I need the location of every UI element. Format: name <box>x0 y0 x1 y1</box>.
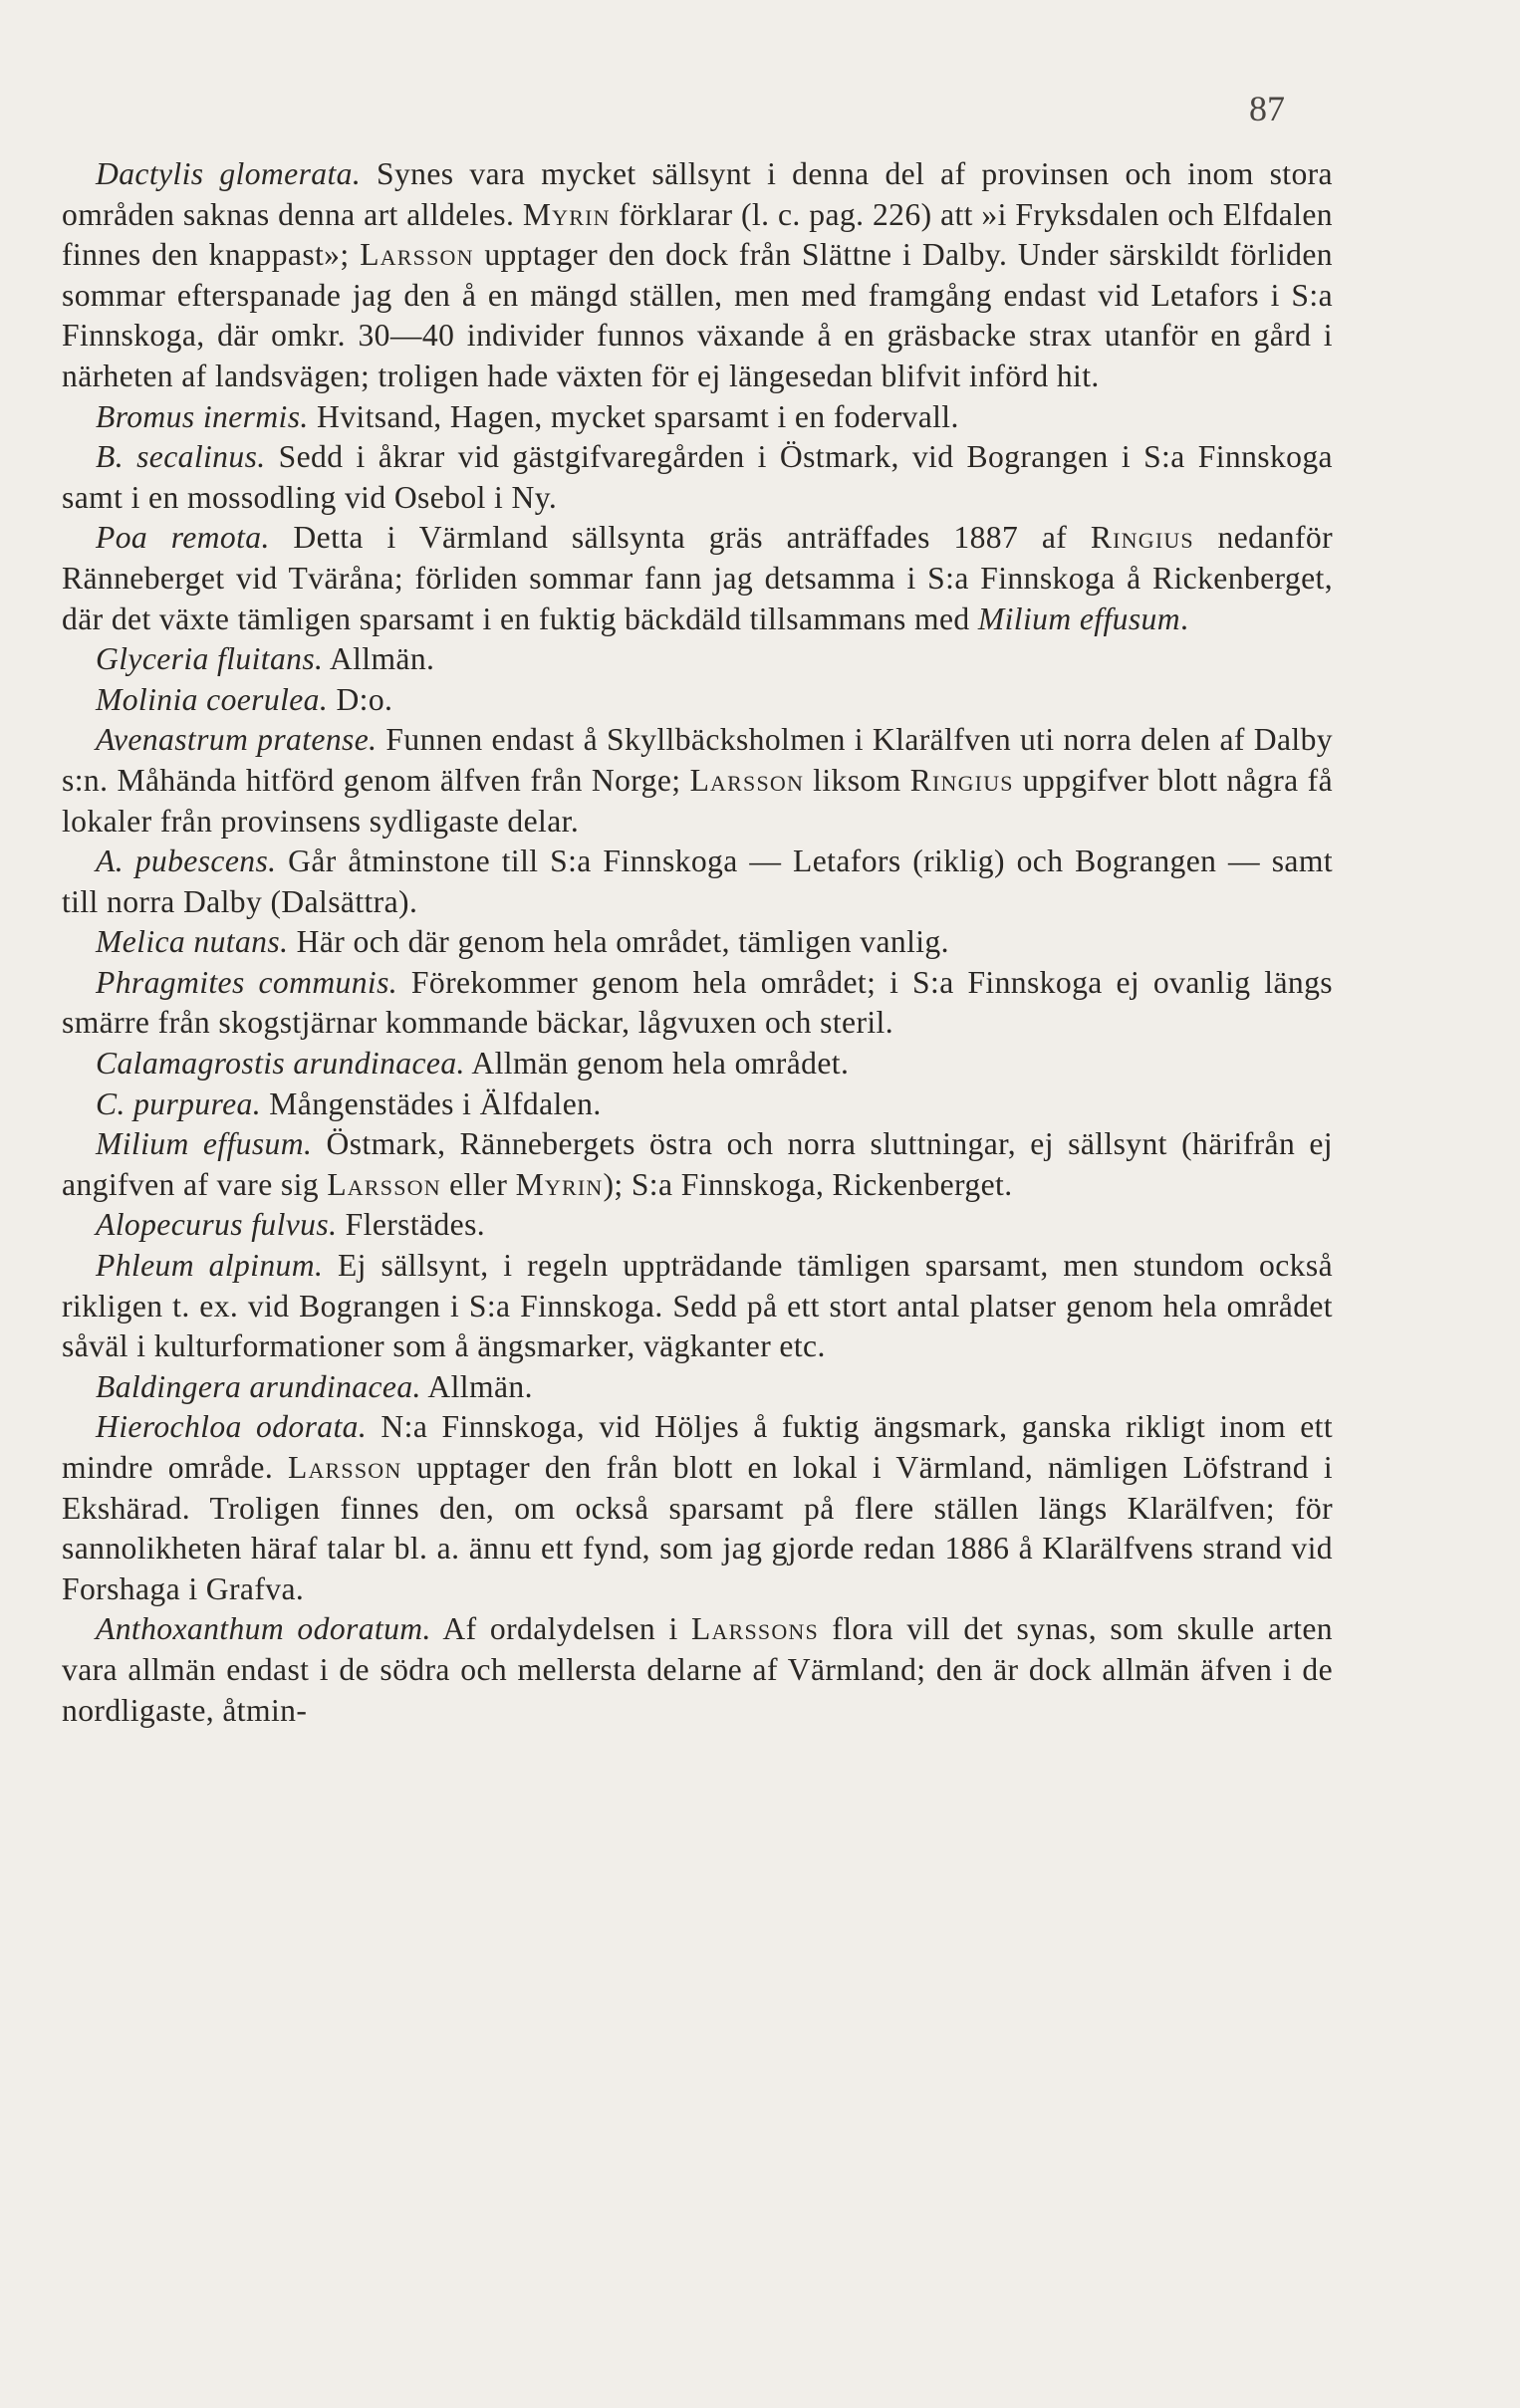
entry-glyceria: Glyceria fluitans. Allmän. <box>96 641 435 677</box>
species-name: Calamagrostis arundinacea. <box>96 1046 465 1082</box>
species-name: C. purpurea. <box>96 1085 261 1121</box>
species-name: Avenastrum pratense. <box>96 722 378 758</box>
species-name: Milium effusum. <box>96 1126 313 1162</box>
entry-anthoxanthum: Anthoxanthum odoratum. Af ordalydelsen i Larssons flora vill det synas, som skulle arten vara allmän endast i de södra och mellersta delarne af Värmland; den är dock allmän äfven i de nordligaste, åtmin- <box>62 1611 1333 1728</box>
text-body <box>62 154 1333 1731</box>
entry-calamagrostis-purpurea: C. purpurea. Mångenstädes i Älfdalen. <box>96 1085 602 1121</box>
species-name: Poa remota. <box>96 520 270 556</box>
species-name: Molinia coerulea. <box>96 681 329 717</box>
entry-avenastrum-pubescens: A. pubescens. Går åtminstone till S:a Finnskoga — Letafors (riklig) och Bograngen — samt till norra Dalby (Dalsättra). <box>62 843 1333 919</box>
species-name: Dactylis glomerata. <box>96 156 362 191</box>
author-name: Larssons <box>691 1611 819 1647</box>
entry-melica: Melica nutans. Här och där genom hela området, tämligen vanlig. <box>96 924 949 960</box>
page-number: 87 <box>1249 89 1285 128</box>
author-name: Ringius <box>1090 520 1194 556</box>
entry-calamagrostis-arundinacea: Calamagrostis arundinacea. Allmän genom hela området. <box>96 1046 850 1082</box>
species-name: Glyceria fluitans. <box>96 641 324 677</box>
entry-milium: Milium effusum. Östmark, Rännebergets östra och norra sluttningar, ej sällsynt (härifrån ej angifven af vare sig Larsson eller Myrin); S:a Finnskoga, Rickenberget. <box>62 1126 1333 1202</box>
entry-avenastrum-pratense: Avenastrum pratense. Funnen endast å Skyllbäcksholmen i Klarälfven uti norra delen af Dalby s:n. Måhända hitförd genom älfven från Norge; Larsson liksom Ringius uppgifver blott några få lokaler från provinsens sydligaste delar. <box>62 722 1333 839</box>
species-name: Phragmites communis. <box>96 964 398 1000</box>
author-name: Myrin <box>515 1166 604 1202</box>
entry-phleum: Phleum alpinum. Ej sällsynt, i regeln uppträdande tämligen sparsamt, men stundom också rikligen t. ex. vid Bograngen i S:a Finnskoga. Sedd på ett stort antal platser genom hela området såväl i kulturformationer som å ängsmarker, vägkanter etc. <box>62 1248 1333 1364</box>
author-name: Larsson <box>327 1166 441 1202</box>
entry-poa-remota: Poa remota. Detta i Värmland sällsynta gräs anträffades 1887 af Ringius nedanför Ränneberget vid Tväråna; förliden sommar fann jag detsamma i S:a Finnskoga å Rickenberget, där det växte tämligen sparsamt i en fuktig bäckdäld tillsammans med Milium effusum. <box>62 520 1333 636</box>
entry-bromus-secalinus: B. secalinus. Sedd i åkrar vid gästgifvaregården i Östmark, vid Bograngen i S:a Finnskoga samt i en mossodling vid Osebol i Ny. <box>62 439 1333 515</box>
entry-dactylis: Dactylis glomerata. Synes vara mycket sällsynt i denna del af provinsen och inom stora områden saknas denna art alldeles. Myrin förklarar (l. c. pag. 226) att »i Fryksdalen och Elfdalen finnes den knappast»; Larsson upptager den dock från Slättne i Dalby. Under särskildt förliden sommar efterspanade jag den å en mängd ställen, men med framgång endast vid Letafors i S:a Finnskoga, där omkr. 30—40 individer funnos växande å en gräsbacke strax utanför en gård i närheten af landsvägen; troligen hade växten för ej längesedan blifvit införd hit. <box>62 156 1333 393</box>
author-name: Myrin <box>522 196 611 232</box>
author-name: Ringius <box>909 762 1014 798</box>
entry-molinia: Molinia coerulea. D:o. <box>96 681 393 717</box>
species-name: Milium effusum <box>977 601 1180 636</box>
species-name: A. pubescens. <box>96 843 277 879</box>
species-name: Anthoxanthum odoratum. <box>96 1611 431 1647</box>
entry-baldingera: Baldingera arundinacea. Allmän. <box>96 1368 533 1404</box>
species-name: B. secalinus. <box>96 439 266 475</box>
entry-phragmites: Phragmites communis. Förekommer genom hela området; i S:a Finnskoga ej ovanlig längs smärre från skogstjärnar kommande bäckar, lågvuxen och steril. <box>62 964 1333 1041</box>
species-name: Alopecurus fulvus. <box>96 1207 338 1243</box>
author-name: Larsson <box>360 237 474 273</box>
entry-bromus-inermis: Bromus inermis. Hvitsand, Hagen, mycket sparsamt i en fodervall. <box>96 398 959 434</box>
species-name: Phleum alpinum. <box>96 1248 324 1284</box>
species-name: Melica nutans. <box>96 924 289 960</box>
species-name: Bromus inermis. <box>96 398 309 434</box>
species-name: Hierochloa odorata. <box>96 1409 368 1445</box>
author-name: Larsson <box>287 1450 402 1485</box>
entry-hierochloa: Hierochloa odorata. N:a Finnskoga, vid Höljes å fuktig ängsmark, ganska rikligt inom ett mindre område. Larsson upptager den från blott en lokal i Värmland, nämligen Löfstrand i Ekshärad. Troligen finnes den, om också sparsamt på flere ställen längs Klarälfven; för sannolikheten häraf talar bl. a. ännu ett fynd, som jag gjorde redan 1886 å Klarälfvens strand vid Forshaga i Grafva. <box>62 1409 1334 1606</box>
species-name: Baldingera arundinacea. <box>96 1368 421 1404</box>
author-name: Larsson <box>689 762 805 798</box>
entry-alopecurus: Alopecurus fulvus. Flerstädes. <box>96 1207 486 1243</box>
